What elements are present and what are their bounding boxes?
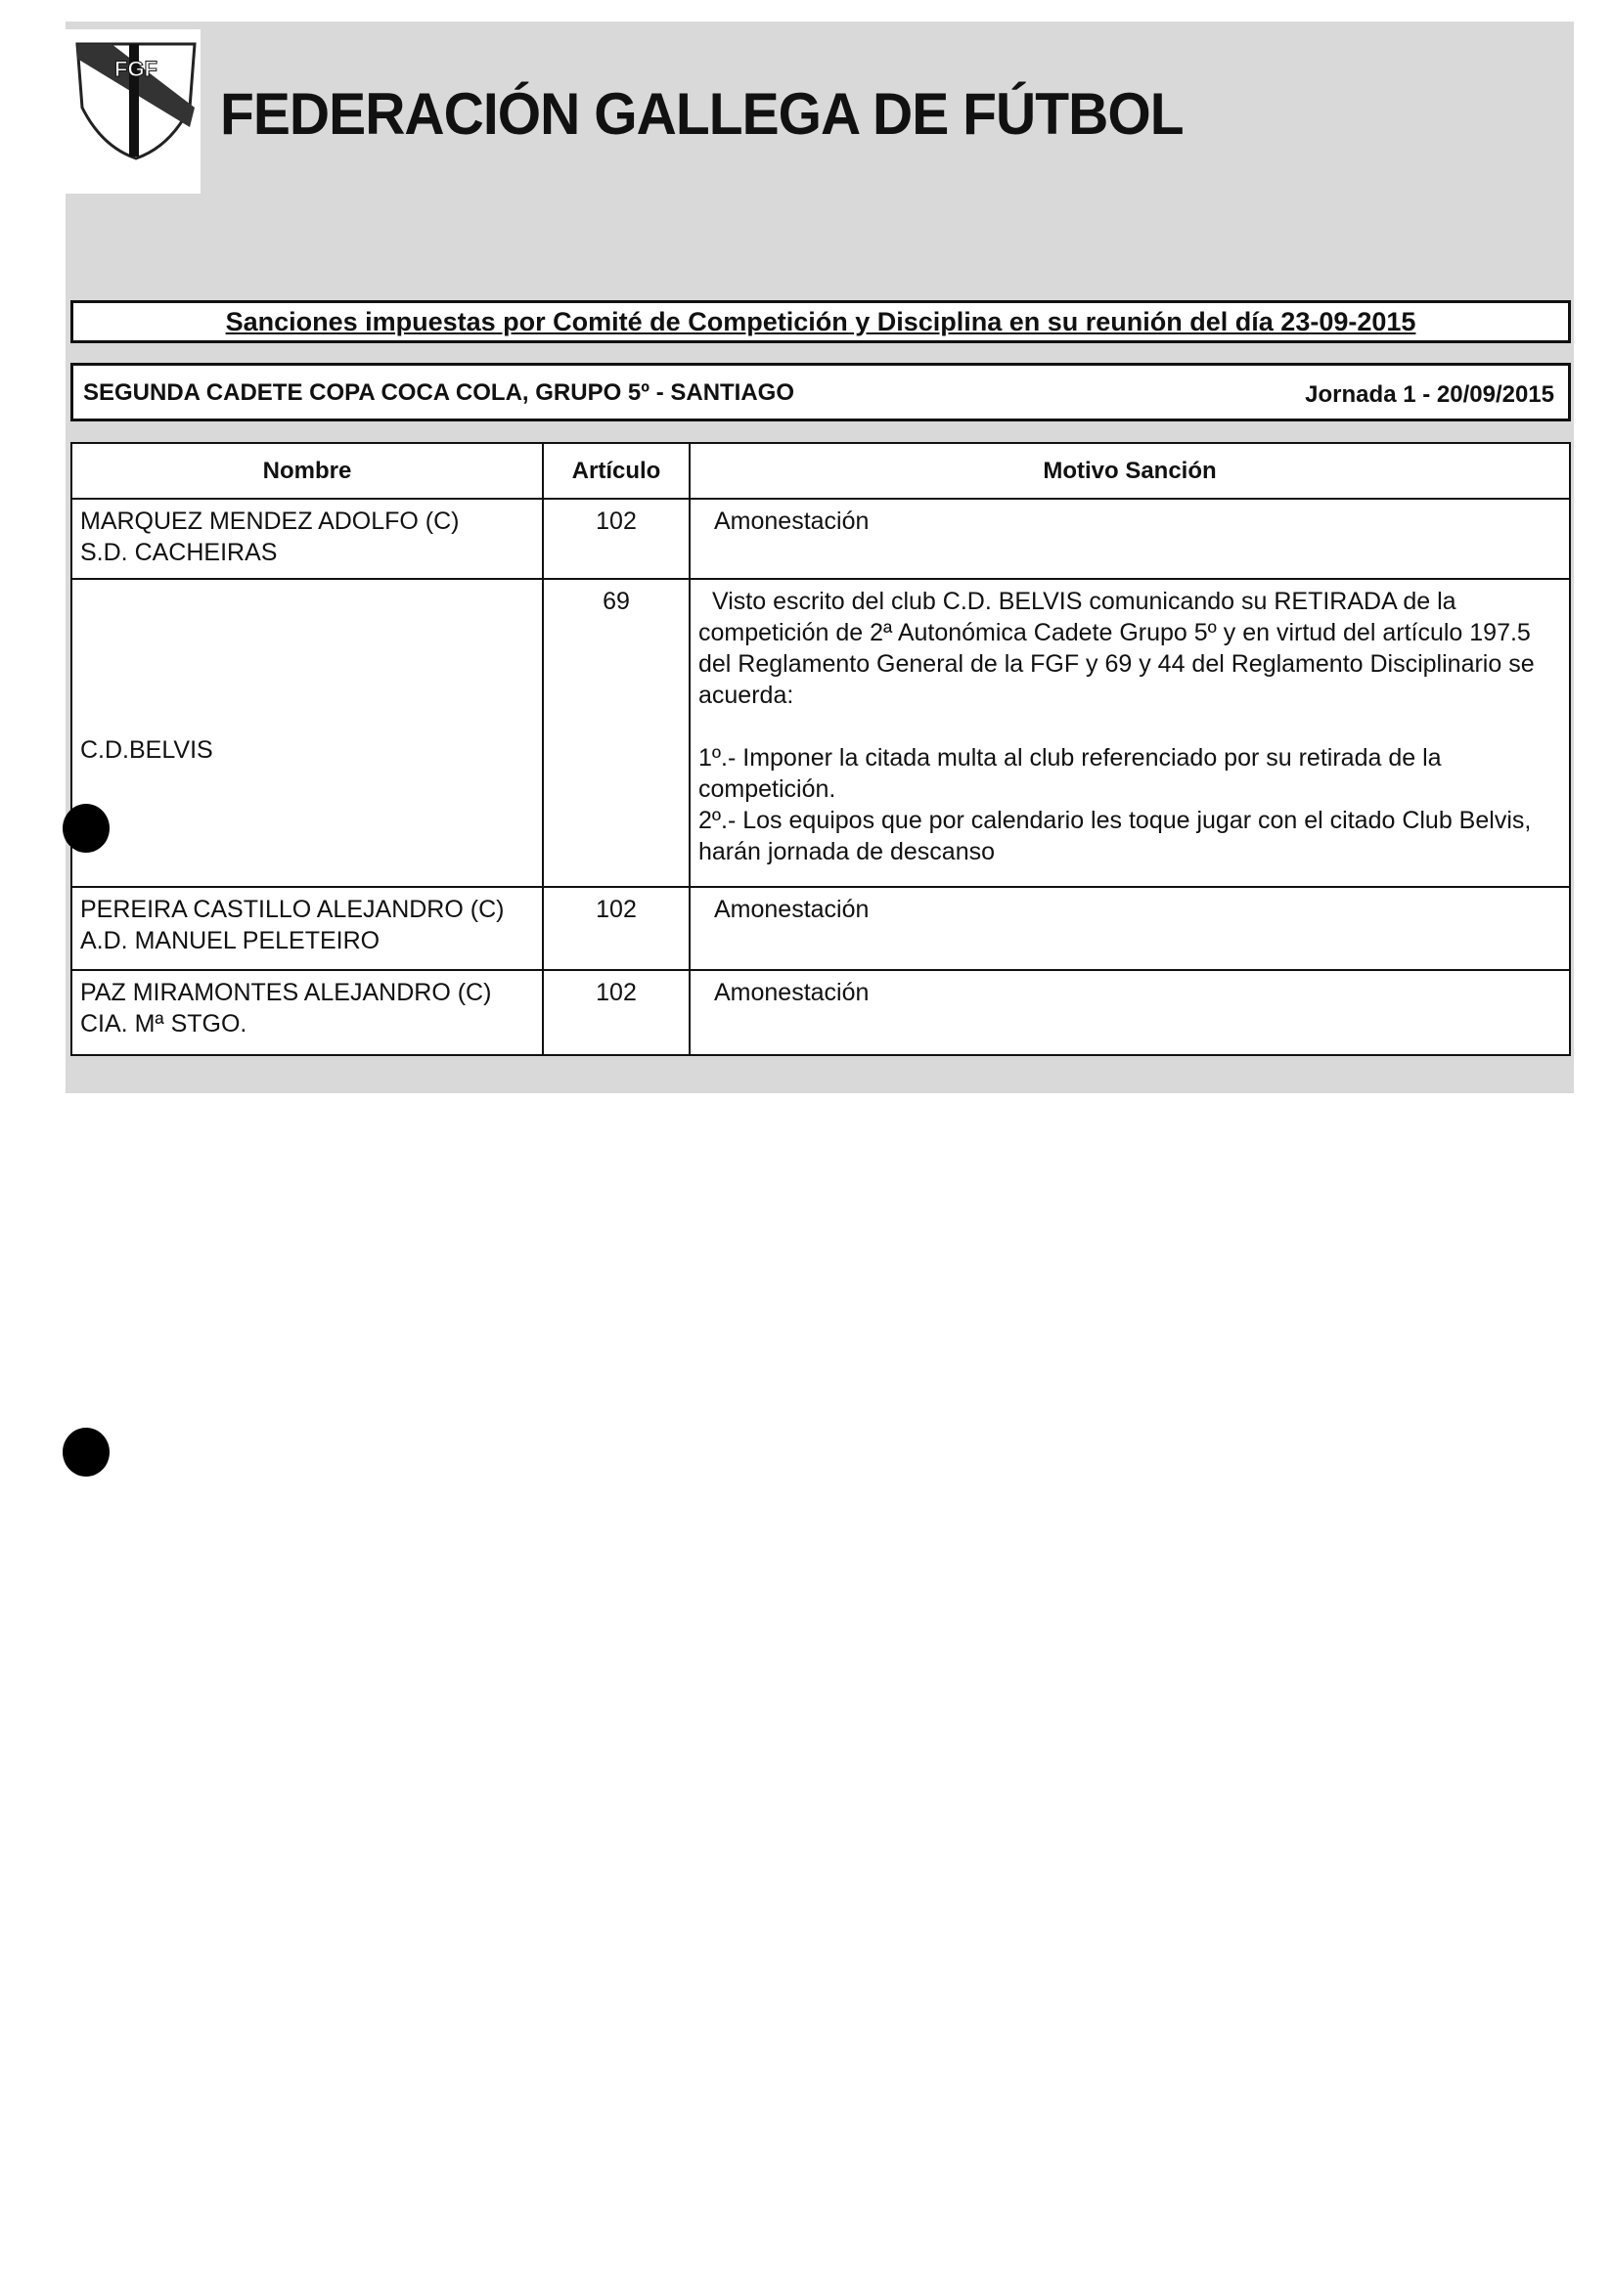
article: 102 bbox=[543, 887, 690, 970]
punch-hole bbox=[63, 1428, 110, 1477]
reason: Amonestación bbox=[690, 970, 1570, 1055]
club-name: CIA. Mª STGO. bbox=[80, 1010, 247, 1038]
club-name: A.D. MANUEL PELETEIRO bbox=[80, 927, 381, 954]
article: 102 bbox=[543, 499, 690, 579]
punch-hole bbox=[63, 804, 110, 853]
article: 69 bbox=[543, 579, 690, 887]
reason: Amonestación bbox=[690, 887, 1570, 970]
table-row bbox=[71, 579, 1570, 887]
jornada: Jornada 1 - 20/09/2015 bbox=[1305, 381, 1554, 408]
header-nombre: Nombre bbox=[71, 443, 543, 499]
reason-paragraph: Visto escrito del club C.D. BELVIS comunicando su RETIRADA de la competición de 2ª Autonómica Cadete Grupo 5º y en virtud del artículo 197.5 del Reglamento General de la FGF y 69 y 44 del Reglamento Disciplinario se acuerda: bbox=[698, 588, 1535, 709]
svg-text:FGF: FGF bbox=[114, 57, 157, 81]
table-header-row bbox=[71, 443, 1570, 499]
club-name: C.D.BELVIS bbox=[71, 579, 543, 887]
article: 102 bbox=[543, 970, 690, 1055]
reason: Amonestación bbox=[690, 499, 1570, 579]
player-name: PEREIRA CASTILLO ALEJANDRO (C) bbox=[80, 896, 505, 923]
player-name: PAZ MIRAMONTES ALEJANDRO (C) bbox=[80, 979, 492, 1006]
competition-box bbox=[70, 363, 1571, 421]
table-row bbox=[71, 970, 1570, 1055]
player-name: MARQUEZ MENDEZ ADOLFO (C) bbox=[80, 508, 460, 535]
page-title: FEDERACIÓN GALLEGA DE FÚTBOL bbox=[220, 81, 1184, 147]
reason-point-1: 1º.- Imponer la citada multa al club referenciado por su retirada de la competición. bbox=[698, 744, 1442, 803]
header-articulo: Artículo bbox=[543, 443, 690, 499]
sanctions-table bbox=[70, 442, 1571, 1056]
subtitle-box bbox=[70, 300, 1571, 343]
competition-name: SEGUNDA CADETE COPA COCA COLA, GRUPO 5º - SANTIAGO bbox=[83, 379, 795, 406]
reason-point-2: 2º.- Los equipos que por calendario les toque jugar con el citado Club Belvis, harán jornada de descanso bbox=[698, 807, 1532, 865]
club-name: S.D. CACHEIRAS bbox=[80, 539, 278, 566]
table-row bbox=[71, 499, 1570, 579]
table-row bbox=[71, 887, 1570, 970]
header-motivo: Motivo Sanción bbox=[690, 443, 1570, 499]
fgf-shield-logo bbox=[72, 39, 200, 161]
subtitle: Sanciones impuestas por Comité de Competición y Disciplina en su reunión del día 23-09-2015 bbox=[225, 307, 1416, 336]
